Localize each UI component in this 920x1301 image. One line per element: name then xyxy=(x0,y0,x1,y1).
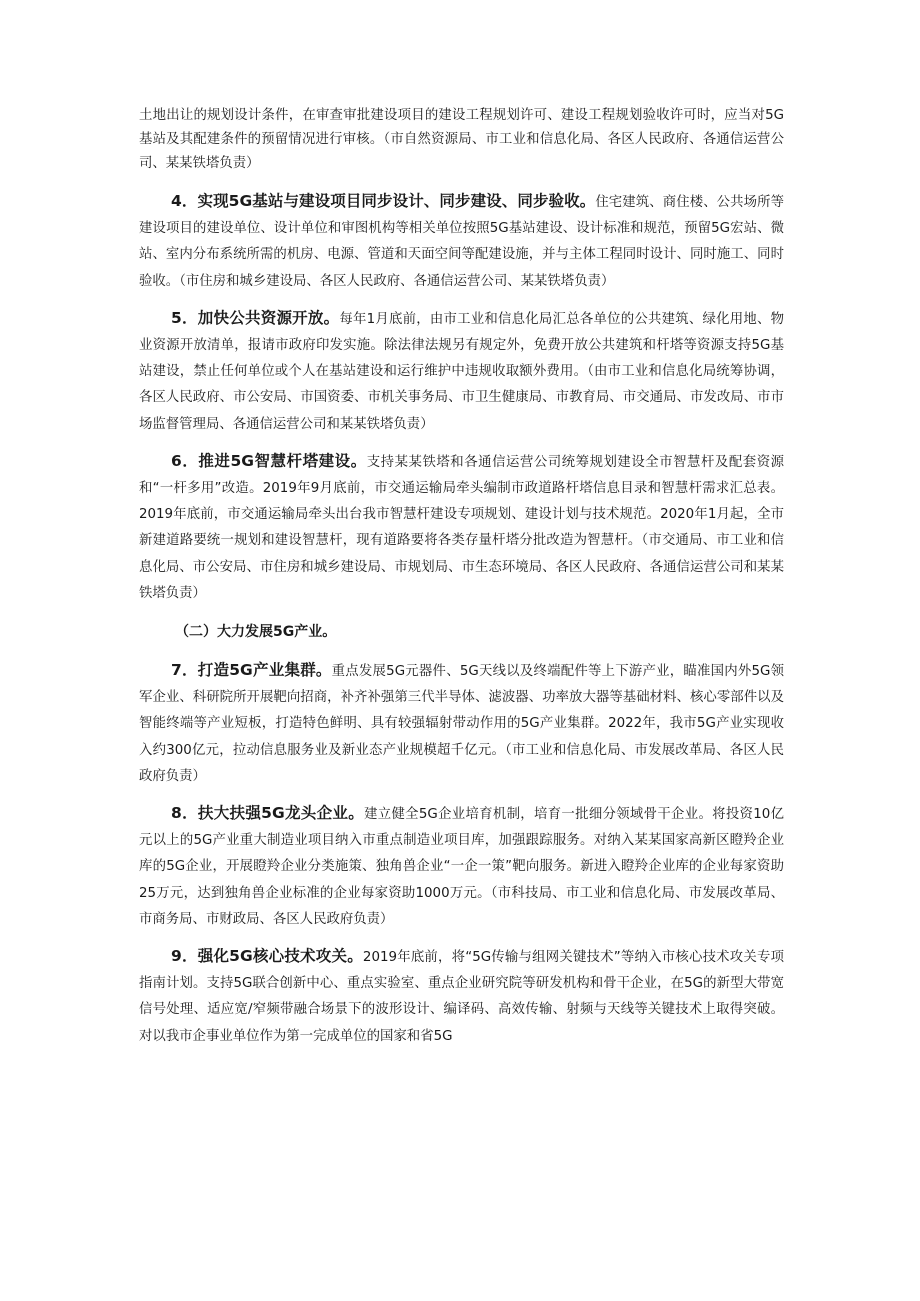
item-4-body: 住宅建筑、商住楼、公共场所等建设项目的建设单位、设计单位和审图机构等相关单位按照5G基站建设、设计标准和规范，预留5G宏站、微站、室内分布系统所需的机房、电源、管道和天面空间等配建设施，并与主体工程同时设计、同时施工、同时验收。（市住房和城乡建设局、各区人民政府、各通信运营公司、某某铁塔负责） xyxy=(139,195,785,289)
item-8-heading: ．扶大扶强5G龙头企业。 xyxy=(181,804,365,823)
document-page xyxy=(139,104,784,1050)
item-7-number: 7 xyxy=(171,661,182,680)
item-5-paragraph xyxy=(139,305,784,438)
item-8-paragraph xyxy=(139,800,784,933)
item-5-heading: ．加快公共资源开放。 xyxy=(181,308,340,327)
item-8-body: 建立健全5G企业培育机制，培育一批细分领域骨干企业。将投资10亿元以上的5G产业重大制造业项目纳入市重点制造业项目库，加强跟踪服务。对纳入某某国家高新区瞪羚企业库的5G企业，开展瞪羚企业分类施策、独角兽企业“一企一策”靶向服务。新进入瞪羚企业库的企业每家资助25万元，达到独角兽企业标准的企业每家资助1000万元。（市科技局、市工业和信息化局、市发展改革局、市商务局、市财政局、各区人民政府负责） xyxy=(139,807,784,927)
item-7-body: 重点发展5G元器件、5G天线以及终端配件等上下游产业，瞄准国内外5G领军企业、科研院所开展靶向招商，补齐补强第三代半导体、滤波器、功率放大器等基础材料、核心零部件以及智能终端等产业短板，打造特色鲜明、具有较强辐射带动作用的5G产业集群。2022年，我市5G产业实现收入约300亿元，拉动信息服务业及新业态产业规模超千亿元。（市工业和信息化局、市发展改革局、各区人民政府负责） xyxy=(139,664,784,784)
item-6-paragraph xyxy=(139,448,784,607)
item-6-heading: ．推进5G智慧杆塔建设。 xyxy=(181,451,367,470)
item-4-number: 4 xyxy=(171,192,182,210)
item-6-number: 6 xyxy=(171,451,182,470)
item-7-heading: ．打造5G产业集群。 xyxy=(181,661,332,680)
intro-paragraph: 土地出让的规划设计条件，在审查审批建设项目的建设工程规划许可、建设工程规划验收许可时，应当对5G基站及其配建条件的预留情况进行审核。（市自然资源局、市工业和信息化局、各区人民政府、各通信运营公司、某某铁塔负责） xyxy=(139,108,784,171)
item-9-number: 9 xyxy=(171,947,182,966)
section-heading: （二）大力发展5G产业。 xyxy=(175,624,337,641)
item-8-number: 8 xyxy=(171,804,182,823)
item-9-heading: ．强化5G核心技术攻关。 xyxy=(181,947,363,966)
item-9-body: 2019年底前，将“5G传输与组网关键技术”等纳入市核心技术攻关专项指南计划。支持5G联合创新中心、重点实验室、重点企业研究院等研发机构和骨干企业，在5G的新型大带宽信号处理、适应宽/窄频带融合场景下的波形设计、编译码、高效传输、射频与天线等关键技术上取得突破。对以我市企事业单位作为第一完成单位的国家和省5G xyxy=(139,950,784,1044)
item-5-number: 5 xyxy=(171,308,182,327)
item-9-paragraph xyxy=(139,943,784,1050)
item-4-paragraph xyxy=(139,188,784,295)
item-5-body: 每年1月底前，由市工业和信息化局汇总各单位的公共建筑、绿化用地、物业资源开放清单，报请市政府印发实施。除法律法规另有规定外，免费开放公共建筑和杆塔等资源支持5G基站建设，禁止任何单位或个人在基站建设和运行维护中违规收取额外费用。（由市工业和信息化局统筹协调，各区人民政府、市公安局、市国资委、市机关事务局、市卫生健康局、市教育局、市交通局、市发改局、市市场监督管理局、各通信运营公司和某某铁塔负责） xyxy=(139,311,784,432)
item-4-heading: ．实现5G基站与建设项目同步设计、同步建设、同步验收。 xyxy=(181,192,596,210)
item-6-body: 支持某某铁塔和各通信运营公司统筹规划建设全市智慧杆及配套资源和“一杆多用”改造。2019年9月底前，市交通运输局牵头编制市政道路杆塔信息目录和智慧杆需求汇总表。2019年底前，市交通运输局牵头出台我市智慧杆建设专项规划、建设计划与技术规范。2020年1月起，全市新建道路要统一规划和建设智慧杆，现有道路要将各类存量杆塔分批改造为智慧杆。（市交通局、市工业和信息化局、市公安局、市住房和城乡建设局、市规划局、市生态环境局、各区人民政府、各通信运营公司和某某铁塔负责） xyxy=(139,454,785,601)
item-7-paragraph xyxy=(139,657,784,790)
